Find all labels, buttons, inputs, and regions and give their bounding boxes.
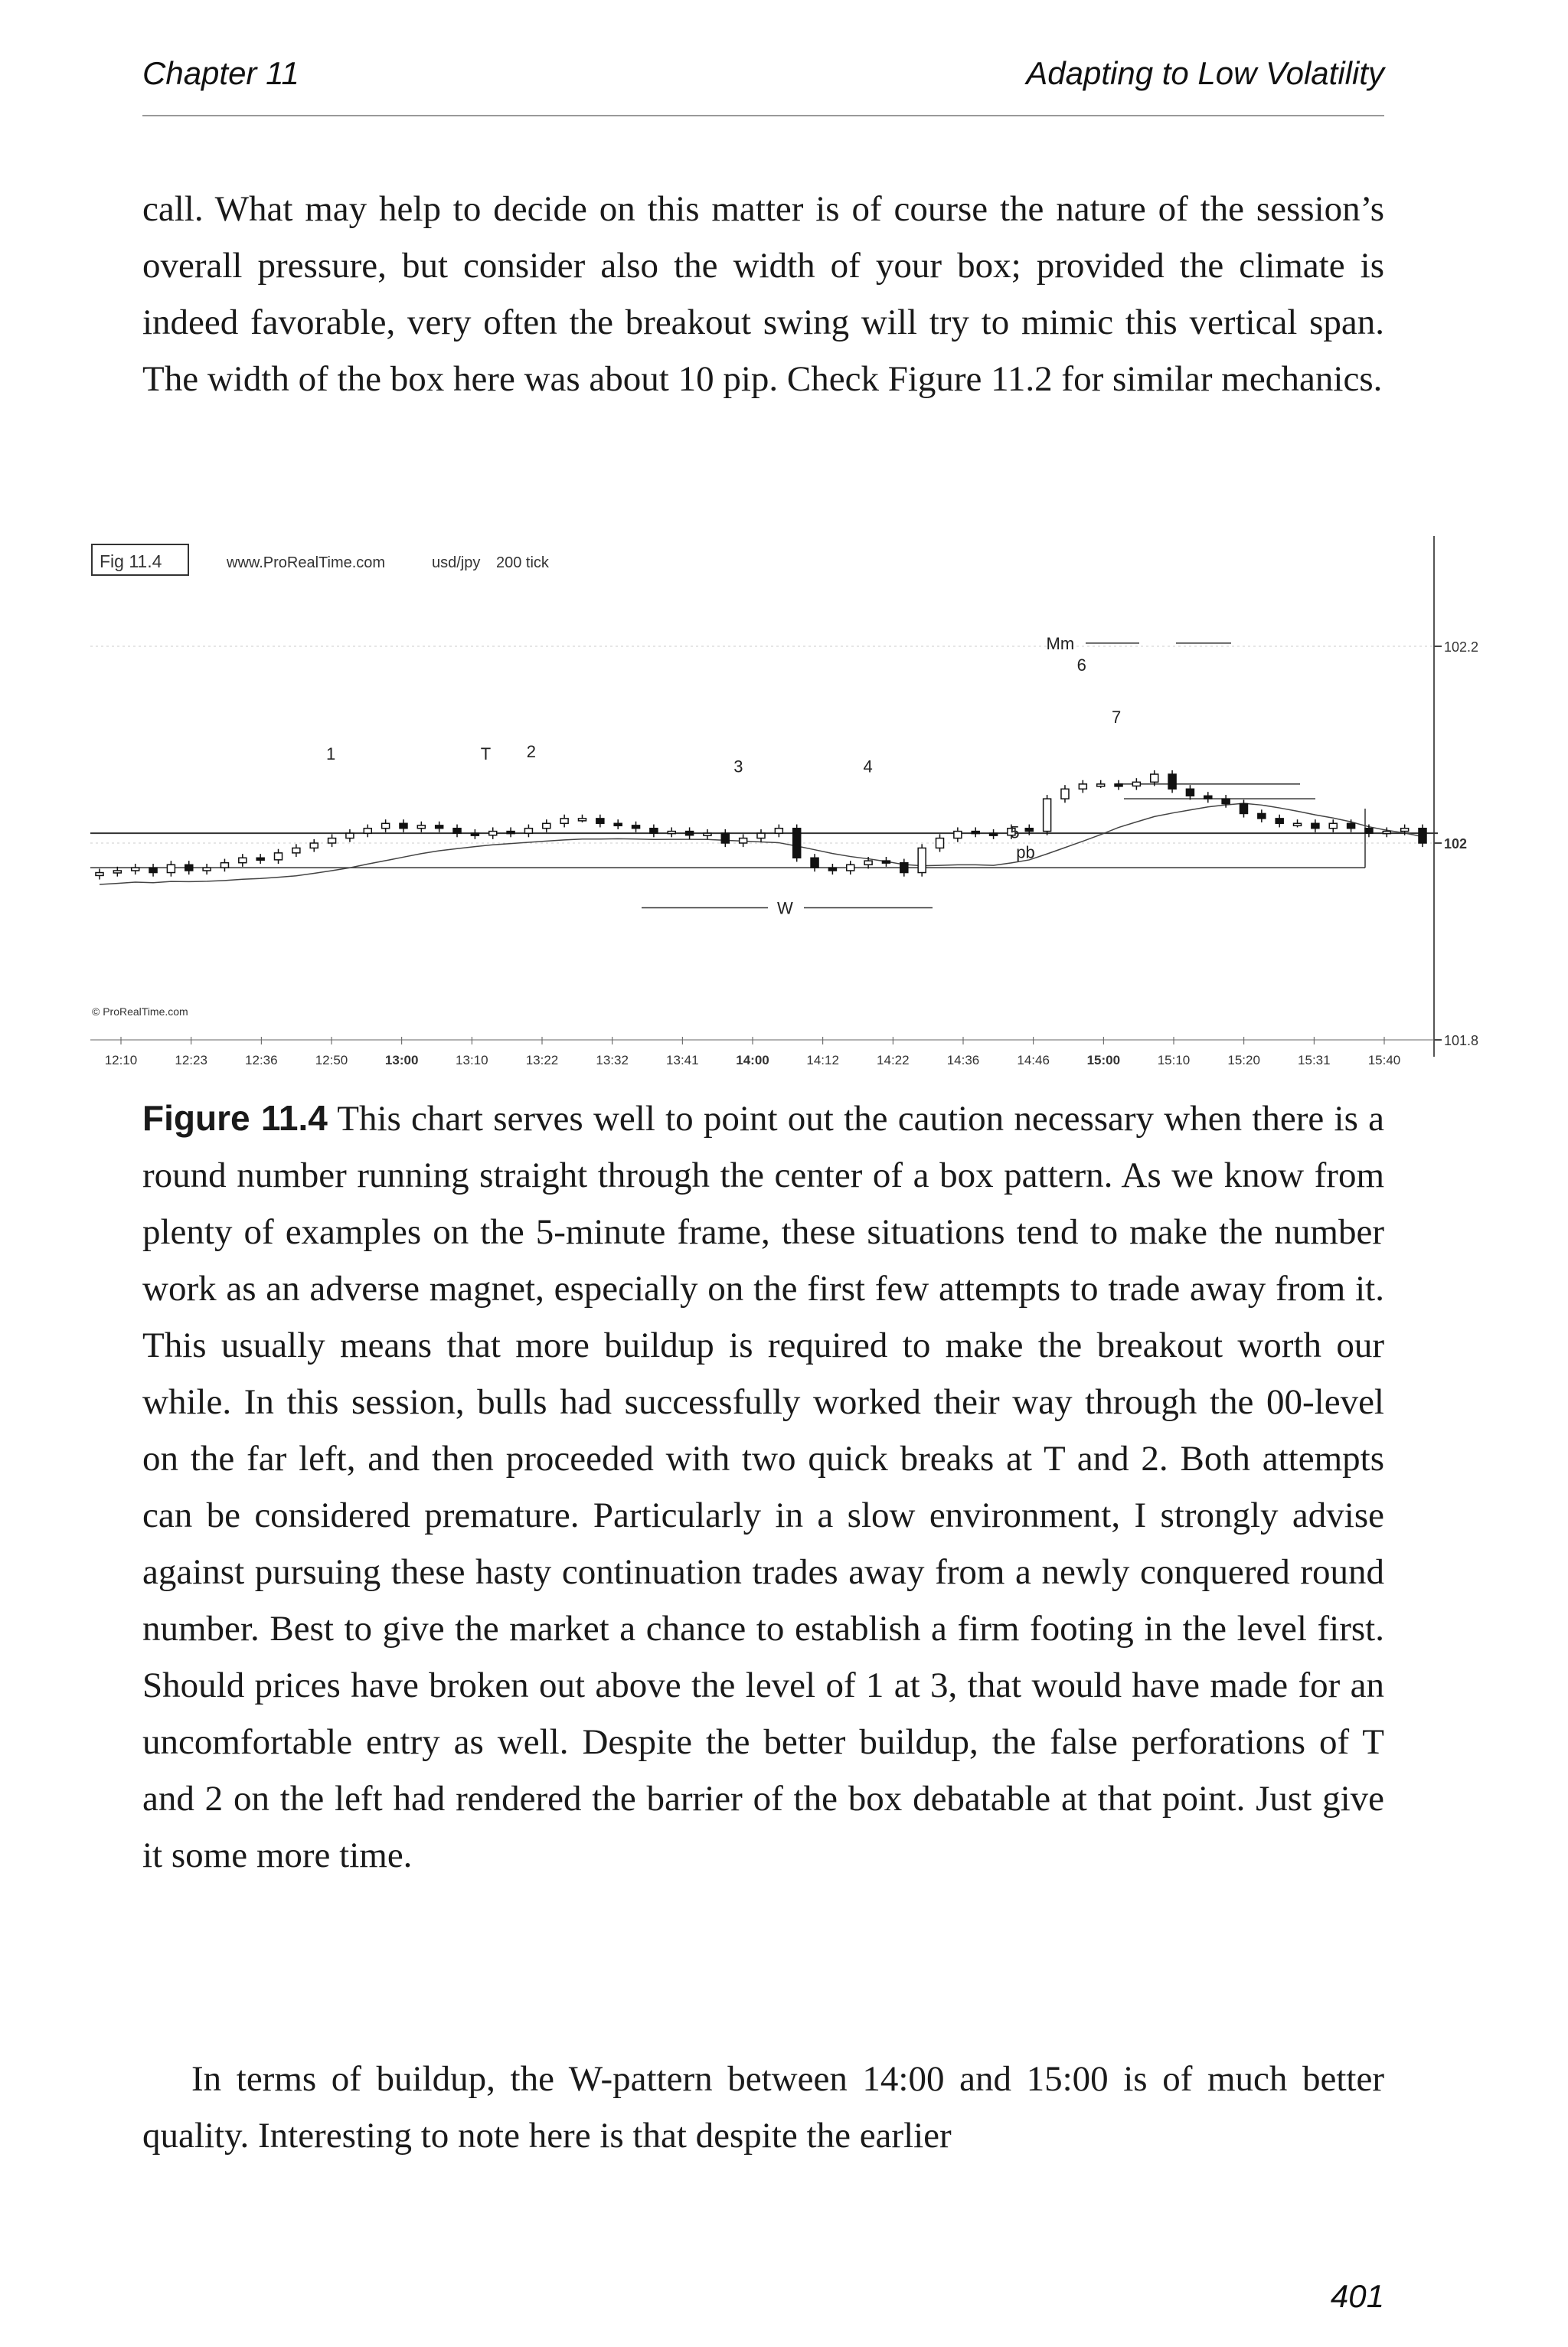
candle-body [417, 825, 425, 829]
candles [96, 770, 1426, 880]
candle-body [364, 829, 371, 833]
candle-body [882, 861, 890, 863]
figure-11-4-chart [90, 536, 1484, 1067]
header-divider [142, 115, 1384, 116]
annotations [326, 634, 1231, 918]
intro-paragraph: call. What may help to decide on this matter is of course the nature of the session’s overall pressure, but consider also the width of your box; provided the climate is indeed favorable, very often the breakout swing will try to mimic this vertical span. The width of the box here was about 10 pip. Check Figure 11.2 for similar mechanics. [142, 189, 1384, 399]
x-tick-label: 13:00 [384, 1053, 419, 1067]
candle-body [1079, 784, 1086, 789]
x-tick-label: 15:20 [1227, 1053, 1260, 1067]
candle-body [900, 863, 908, 873]
candle-body [185, 865, 193, 871]
x-tick-label: 12:10 [104, 1053, 138, 1067]
candle-body [811, 858, 818, 868]
candle-body [1061, 789, 1069, 799]
candle-body [704, 833, 711, 835]
x-tick-label: 12:36 [245, 1053, 278, 1067]
candle-body [1044, 799, 1051, 831]
candle-body [721, 833, 729, 843]
candle-body [275, 853, 283, 860]
annotation-label: 5 [1010, 822, 1020, 842]
candle-body [1186, 789, 1194, 796]
candle-body [1240, 804, 1247, 814]
candle-body [96, 873, 103, 876]
x-tick-label: 15:00 [1086, 1053, 1121, 1067]
candle-body [1329, 823, 1337, 828]
x-tick-label: 12:50 [315, 1053, 348, 1067]
annotation-label: T [480, 744, 492, 763]
candle-body [1348, 823, 1355, 828]
candle-body [918, 848, 926, 872]
candle-body [256, 858, 264, 860]
candle-body [793, 829, 801, 858]
candle-body [239, 858, 247, 862]
annotation-label: 3 [733, 757, 743, 776]
x-tick-label: 14:22 [877, 1053, 910, 1067]
candle-body [757, 833, 765, 838]
candle-body [1025, 829, 1033, 832]
x-tick-label: 13:41 [666, 1053, 699, 1067]
candle-body [292, 848, 300, 852]
candle-body [668, 832, 675, 834]
candle-body [1168, 774, 1176, 789]
annotation-label: 7 [1112, 708, 1122, 727]
page-number: 401 [1330, 2278, 1384, 2314]
x-tick-label: 13:32 [596, 1053, 629, 1067]
body-paragraph: In terms of buildup, the W-pattern between 14:00 and 15:00 is of much better quality. Interesting to note here is that despite the earlier [142, 2059, 1384, 2156]
candle-body [596, 819, 604, 823]
gridlines [90, 646, 1434, 1040]
instrument-label: usd/jpy [432, 554, 481, 571]
moving-average-line [100, 803, 1423, 884]
candle-body [650, 829, 658, 833]
candle-body [1419, 829, 1426, 843]
annotation-label: 4 [863, 757, 873, 776]
annotation-label: pb [1016, 842, 1035, 862]
x-tick-label: 12:23 [175, 1053, 207, 1067]
candle-body [1258, 813, 1266, 818]
candle-body [400, 823, 407, 828]
candle-body [740, 838, 747, 843]
annotation-label: 6 [1076, 655, 1086, 675]
chapter-header: Chapter 11 [142, 55, 299, 91]
candle-body [1097, 784, 1105, 786]
x-tick-label: 15:31 [1298, 1053, 1331, 1067]
watermark-text: © ProRealTime.com [92, 1005, 188, 1018]
candle-body [560, 819, 568, 823]
candle-body [614, 823, 622, 825]
annotation-label: Mm [1046, 633, 1075, 653]
candle-body [990, 833, 998, 835]
timeframe-label: 200 tick [496, 554, 549, 571]
candle-body [489, 832, 497, 835]
candle-body [972, 832, 979, 834]
x-tick-label: 14:36 [946, 1053, 980, 1067]
candle-body [1312, 823, 1319, 828]
candle-body [1276, 819, 1283, 823]
annotation-label: 1 [325, 744, 336, 763]
candle-body [543, 823, 550, 828]
candle-body [167, 865, 175, 872]
moving-average [100, 803, 1423, 884]
caption-label: Figure 11.4 [142, 1098, 328, 1138]
x-tick-label: 15:40 [1367, 1053, 1401, 1067]
candle-body [149, 868, 157, 872]
candle-body [346, 833, 354, 838]
candle-body [1132, 782, 1140, 786]
candle-body [507, 832, 514, 834]
figure-label: Fig 11.4 [100, 551, 162, 571]
candle-body [686, 832, 694, 835]
candle-body [936, 838, 944, 848]
candle-body [1115, 784, 1122, 786]
chart-svg [90, 536, 1484, 1067]
candle-body [864, 861, 872, 865]
candle-body [1222, 799, 1230, 803]
candle-body [310, 843, 318, 848]
candle-body [113, 871, 121, 873]
candle-body [828, 868, 836, 871]
x-tick-label: 13:10 [456, 1053, 488, 1067]
x-tick-label: 14:46 [1017, 1053, 1050, 1067]
x-tick-label: 13:22 [525, 1053, 559, 1067]
candle-body [203, 868, 211, 871]
candle-body [1365, 829, 1373, 833]
candle-body [471, 833, 479, 835]
x-tick-label: 14:00 [736, 1053, 769, 1067]
y-tick-label: 102 [1444, 836, 1468, 852]
candle-body [453, 829, 461, 833]
candle-body [1401, 829, 1409, 832]
annotation-label: W [777, 898, 793, 918]
chapter-title-header: Adapting to Low Volatility [1026, 55, 1384, 91]
candle-body [436, 825, 443, 829]
candle-body [220, 863, 228, 868]
candle-body [1294, 823, 1302, 825]
candle-body [1151, 774, 1158, 782]
y-tick-label: 101.8 [1444, 1033, 1479, 1048]
candle-body [524, 829, 532, 833]
caption-text: This chart serves well to point out the caution necessary when there is a round number running straight through the center of a box pattern. As we know from plenty of examples on the 5-minute frame, these situations tend to make the number work as an adverse magnet, especially on the first few attempts to trade away from it. This usually means that more buildup is required to make the breakout worth our while. In this session, bulls had successfully worked their way through the 00-level on the far left, and then proceeded with two quick breaks at T and 2. Both attempts can be considered premature. Particularly in a slow environment, I strongly advise against pursuing these hasty continuation trades away from a newly conquered round number. Best to give the market a chance to establish a firm footing in the level first. Should prices have broken out above the level of 1 at 3, that would have made for an uncomfortable entry as well. Despite the better buildup, the false perforations of T and 2 on the left had rendered the barrier of the box debatable at that point. Just give it some more time. [142, 1099, 1384, 1875]
box-pattern [90, 784, 1438, 868]
candle-body [132, 868, 139, 871]
candle-body [328, 838, 336, 843]
candle-body [632, 825, 640, 829]
candle-body [775, 829, 782, 833]
y-tick-label: 102.2 [1444, 639, 1479, 655]
x-tick-label: 14:12 [806, 1053, 839, 1067]
source-label: www.ProRealTime.com [227, 554, 386, 571]
candle-body [578, 819, 586, 821]
candle-body [1204, 796, 1212, 799]
candle-body [847, 865, 854, 871]
x-tick-label: 15:10 [1157, 1053, 1191, 1067]
candle-body [1383, 832, 1390, 834]
candle-body [382, 823, 390, 828]
candle-body [954, 832, 962, 838]
figure-caption [142, 1090, 1384, 1884]
annotation-label: 2 [526, 742, 536, 762]
